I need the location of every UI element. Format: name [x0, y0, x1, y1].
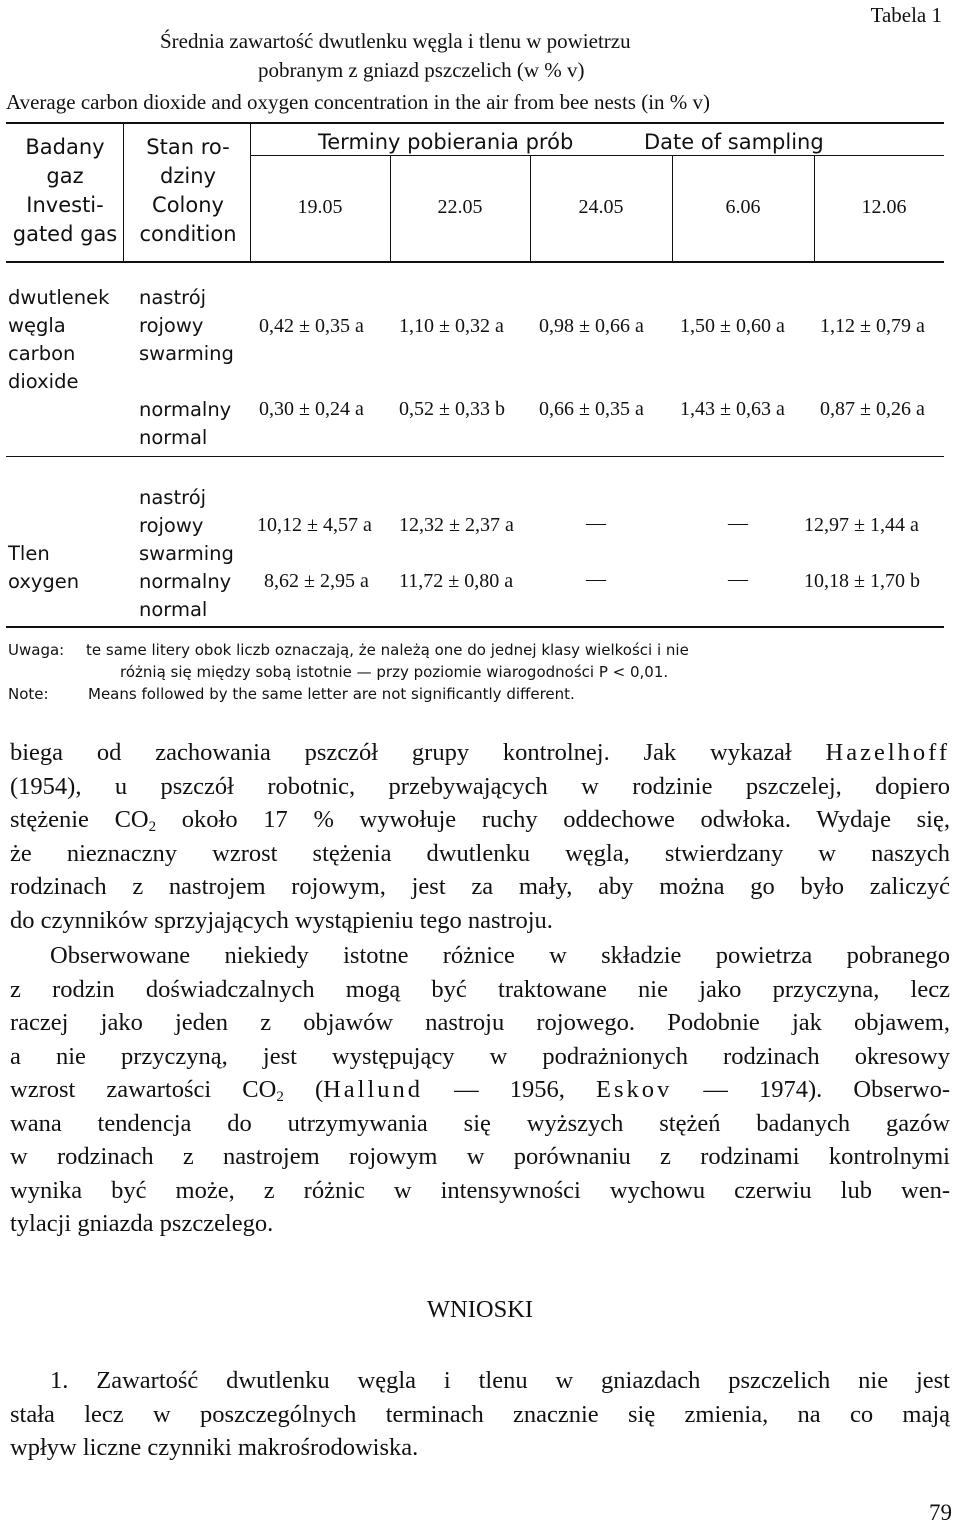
text-line: raczej jako jeden z objawów nastroju rojowego. Podobnie jak objawem, [10, 1009, 950, 1036]
value-cell: — [586, 512, 606, 534]
text-line: w rodzinach z nastrojem rojowym w porównaniu z rodzinami kontrolnymi [10, 1143, 950, 1170]
text-line: (1954), u pszczół robotnic, przebywających w rodzinie pszczelej, dopiero [10, 772, 950, 800]
text-line: stała lecz w poszczególnych terminach znacznie się zmienia, na co mają [10, 1400, 950, 1428]
value-cell: 0,52 ± 0,33 b [399, 398, 505, 420]
value-cell: 11,72 ± 0,80 a [399, 570, 514, 592]
author-name: Hallund [323, 1076, 424, 1103]
gas-label-line: oxygen [8, 570, 80, 593]
note-uwaga-label: Uwaga: [8, 641, 65, 659]
value-cell: 8,62 ± 2,95 a [264, 570, 369, 592]
text-line [10, 736, 950, 770]
text-line [10, 1073, 950, 1107]
caption-en: Average carbon dioxide and oxygen concentration in the air from bee nests (in % v) [6, 90, 711, 114]
condition-label-line: swarming [139, 342, 234, 365]
value-cell: — [728, 568, 748, 590]
text-line: wynika być może, z różnic w intensywności wychowu czerwiu lub wen- [10, 1176, 950, 1204]
condition-label-line: normalny [139, 398, 232, 421]
header-sampling-en: Date of sampling [644, 130, 824, 154]
text-line: a nie przyczyną, jest występujący w podrażnionych rodzinach okresowy [10, 1042, 950, 1070]
text-span: — 1974). Obserwo- [672, 1076, 950, 1103]
body-paragraph-1 [10, 736, 950, 937]
header-bottom-rule [6, 261, 944, 263]
text-span: — 1956, [423, 1076, 597, 1103]
value-cell: 0,87 ± 0,26 a [820, 398, 925, 420]
note-en-text: Means followed by the same letter are not significantly different. [88, 685, 575, 703]
text-line: do czynników sprzyjających wystąpieniu tego nastroju. [10, 906, 553, 934]
table-bottom-rule [6, 626, 944, 628]
gas-label-line: Tlen [8, 542, 50, 565]
value-cell: 0,30 ± 0,24 a [259, 398, 364, 420]
text-line: wpływ liczne czynniki makrośrodowiska. [10, 1434, 419, 1461]
author-name: Hazelhoff [825, 739, 950, 766]
header-condition-line: Stan ro- [146, 135, 230, 159]
condition-label-line: rojowy [139, 314, 204, 337]
page-number: 79 [929, 1500, 952, 1525]
header-investigated-gas [10, 133, 120, 249]
header-condition-line: dziny [160, 164, 216, 188]
header-sampling-pl: Terminy pobierania prób [318, 130, 574, 154]
value-cell: 12,32 ± 2,37 a [399, 514, 514, 536]
value-cell: 1,12 ± 0,79 a [820, 315, 925, 337]
note-uwaga-line2: różnią się między sobą istotnie — przy poziomie wiarogodności P < 0,01. [120, 663, 669, 681]
text-span: około 17 % wywołuje ruchy oddechowe odwłoka. Wydaje się, [156, 806, 950, 833]
value-cell: 0,42 ± 0,35 a [259, 315, 364, 337]
condition-label-line: normalny [139, 570, 232, 593]
subscript: 2 [148, 819, 157, 835]
section-title: WNIOSKI [426, 1296, 534, 1323]
value-cell: 1,10 ± 0,32 a [399, 315, 504, 337]
condition-label-line: normal [139, 426, 208, 449]
text-line: że nieznaczny wzrost stężenia dwutlenku węgla, stwierdzany w naszych [10, 839, 950, 867]
value-cell: — [586, 568, 606, 590]
gas-label-line: węgla [8, 314, 66, 337]
text-span: ( [283, 1076, 324, 1103]
col-divider-gas [123, 123, 124, 261]
condition-label-line: rojowy [139, 514, 204, 537]
value-cell: 0,98 ± 0,66 a [539, 315, 644, 337]
header-colony-condition [127, 133, 249, 249]
condition-label-swarming [139, 484, 234, 568]
condition-label-normal [139, 568, 231, 624]
value-cell: 10,18 ± 1,70 b [804, 570, 920, 592]
header-gas-line: gaz [46, 164, 84, 188]
condition-label-line: swarming [139, 542, 234, 565]
caption-pl-line2: pobranym z gniazd pszczelich (w % v) [258, 58, 585, 82]
gas-label-line: dwutlenek [8, 286, 110, 309]
note-uwaga-line1: te same litery obok liczb oznaczają, że należą one do jednej klasy wielkości i nie [86, 641, 689, 659]
gas-label-line: carbon [8, 342, 76, 365]
text-line: rodzinach z nastrojem rojowym, jest za mały, aby można go było zaliczyć [10, 873, 950, 900]
date-col-5: 12.06 [861, 196, 907, 218]
col-divider-condition [250, 123, 251, 261]
text-line: z rodzin doświadczalnych mogą być traktowane nie jako przyczyna, lecz [10, 975, 950, 1003]
value-cell: 1,43 ± 0,63 a [680, 398, 785, 420]
text-span: stężenie CO [10, 806, 149, 833]
conclusion-1 [10, 1364, 950, 1465]
value-cell: 0,66 ± 0,35 a [539, 398, 644, 420]
text-span: wzrost zawartości CO [10, 1076, 277, 1103]
body-paragraph-2 [10, 939, 950, 1241]
date-col-1: 19.05 [297, 196, 343, 218]
table-top-rule [6, 122, 944, 124]
condition-label-line: normal [139, 598, 208, 621]
value-cell: — [728, 512, 748, 534]
condition-label-swarming [139, 284, 234, 368]
gas-label-line: dioxide [8, 370, 79, 393]
condition-label-normal [139, 396, 231, 452]
gas-label-oxygen [8, 540, 79, 596]
author-name: Eskov [596, 1076, 673, 1103]
value-cell: 1,50 ± 0,60 a [680, 315, 785, 337]
header-condition-line: Colony [152, 193, 224, 217]
header-gas-line: Badany [25, 135, 105, 159]
condition-label-line: nastrój [139, 286, 207, 309]
gas-label-carbon-dioxide [8, 284, 109, 396]
caption-pl-line1: Średnia zawartość dwutlenku węgla i tlenu w powietrzu [160, 29, 631, 53]
header-gas-line: Investi- [26, 193, 104, 217]
value-cell: 10,12 ± 4,57 a [257, 514, 372, 536]
text-line: wana tendencja do utrzymywania się wyższych stężeń badanych gazów [10, 1109, 950, 1137]
condition-label-line: nastrój [139, 486, 207, 509]
note-en-label: Note: [8, 685, 49, 703]
date-col-3: 24.05 [578, 196, 624, 218]
date-col-4: 6.06 [725, 196, 761, 218]
text-line: tylacji gniazda pszczelego. [10, 1210, 274, 1237]
header-condition-line: condition [139, 222, 237, 246]
date-col-2: 22.05 [437, 196, 483, 218]
table-label: Tabela 1 [870, 3, 942, 27]
subscript: 2 [276, 1089, 284, 1105]
text-line: Obserwowane niekiedy istotne różnice w składzie powietrza pobranego [50, 942, 950, 969]
header-gas-line: gated gas [12, 222, 118, 246]
value-cell: 12,97 ± 1,44 a [804, 514, 919, 536]
group-separator-rule [6, 456, 944, 457]
text-line [10, 803, 950, 837]
text-line: 1. Zawartość dwutlenku węgla i tlenu w gniazdach pszczelich nie jest [50, 1367, 950, 1394]
text-span: biega od zachowania pszczół grupy kontrolnej. Jak wykazał [10, 739, 792, 766]
